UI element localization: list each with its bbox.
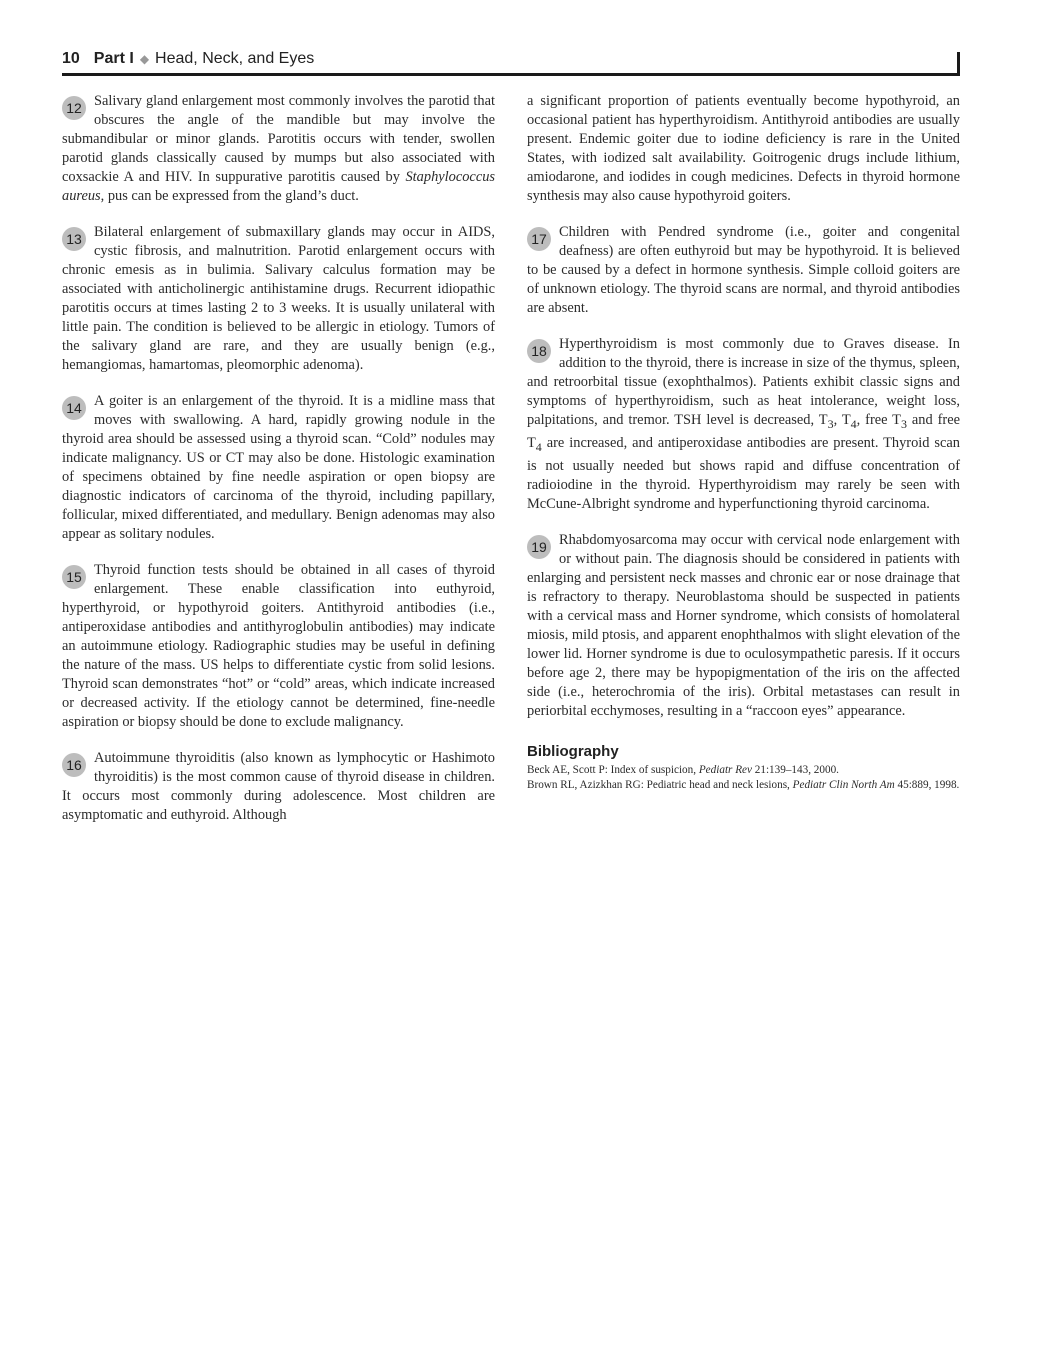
entry-number-badge: 14 <box>62 396 86 420</box>
header-rule <box>62 73 960 76</box>
entry-text: A goiter is an enlargement of the thyroid. It is a midline mass that moves with swallowing. A hard, rapidly growing nodule in the thyroid area should be assessed using a thyroid scan. “Cold” nodules may indicate malignancy. US or CT may also be done. Histologic examination of specimens obtained by fine needle aspiration or open biopsy are diagnostic indicators of carcinoma of the thyroid, including papillary, follicular, mixed differentiated, and medullary. Benign adenomas may also appear as solitary nodules. <box>62 393 495 542</box>
entry-number-badge: 15 <box>62 565 86 589</box>
entry-16-continuation <box>527 92 960 206</box>
journal-name: Pediatr Clin North Am <box>792 778 895 791</box>
entry-text: Children with Pendred syndrome (i.e., goiter and congenital deafness) are often euthyroid but may be hypothyroid. It is believed to be caused by a defect in hormone synthesis. Simple colloid goiters are of unknown etiology. The thyroid scans are normal, and thyroid antibodies are absent. <box>527 224 960 316</box>
bibliography-list <box>527 763 960 793</box>
entry-text: Hyperthyroidism is most commonly due to Graves disease. In addition to the thyroid, there is increase in size of the thymus, spleen, and retroorbital tissue (exophthalmos). Patients exhibit classic signs and symptoms of hyperthyroidism, such as heat intolerance, weight loss, palpitations, and tremor. TSH level is decreased, $T_3$, $T_4$, free $T_3$ and free $T_4$ are increased, and antiperoxidase antibodies are present. Thyroid scan is not usually needed but shows rapid and diffuse concentration of radioiodine in the thyroid. Hyperthyroidism may rarely be seen with McCune-Albright syndrome and hyperfunctioning thyroid carcinoma. <box>527 336 960 512</box>
entry-18 <box>527 335 960 514</box>
entry-15 <box>62 561 495 732</box>
bibliography-item: Brown RL, Azizkhan RG: Pediatric head and neck lesions, Pediatr Clin North Am 45:889, 1998. <box>527 778 960 791</box>
entry-12 <box>62 92 495 206</box>
running-header <box>62 48 960 74</box>
entry-number-badge: 18 <box>527 339 551 363</box>
diamond-icon: ◆ <box>139 52 150 66</box>
entry-text: Rhabdomyosarcoma may occur with cervical node enlargement with or without pain. The diagnosis should be considered in patients with enlarging and persistent neck masses and chronic ear or nose drainage that is refractory to therapy. Neuroblastoma should be suspected in patients with a cervical mass and Horner syndrome, which consists of homolateral miosis, mild ptosis, and apparent enophthalmos with slight elevation of the lower lid. Horner syndrome is due to oculosympathetic paresis. If it occurs before age 2, there may be hypopigmentation of the iris on the affected side (i.e., heterochromia of the iris). Orbital metastases can result in periorbital ecchymoses, resulting in a “raccoon eyes” appearance. <box>527 531 960 719</box>
entry-number-badge: 16 <box>62 753 86 777</box>
bibliography-item: Beck AE, Scott P: Index of suspicion, Pediatr Rev 21:139–143, 2000. <box>527 763 839 776</box>
entry-19 <box>527 531 960 721</box>
organism-name: Staphylococcus aureus <box>62 169 495 204</box>
bibliography-title: Bibliography <box>527 742 619 760</box>
chapter-title: Head, Neck, and Eyes <box>155 50 315 67</box>
entry-text: Salivary gland enlargement most commonly involves the parotid that obscures the angle of the mandible but may involve the submandibular or minor glands. Parotitis occurs with tender, swollen parotid glands classically caused by mumps but also associated with coxsackie A and HIV. In suppurative parotitis caused by Staphylococcus aureus, pus can be expressed from the gland’s duct. <box>62 93 495 204</box>
entry-13 <box>62 223 495 375</box>
entry-text: Autoimmune thyroiditis (also known as lymphocytic or Hashimoto thyroiditis) is the most common cause of thyroid disease in children. It occurs most commonly during adolescence. Most children are asymptomatic and euthyroid. Although <box>62 750 495 823</box>
left-column <box>62 92 495 842</box>
entry-17 <box>527 223 960 318</box>
entry-text: Thyroid function tests should be obtained in all cases of thyroid enlargement. These enable classification into euthyroid, hyperthyroid, or hypothyroid goiters. Antithyroid antibodies (i.e., antiperoxidase antibodies and antithyroglobulin antibodies) may indicate an autoimmune etiology. Radiographic studies may be useful in defining the nature of the mass. US helps to differentiate cystic from solid lesions. Thyroid scan demonstrates “hot” or “cold” areas, which indicate increased or decreased activity. If the etiology cannot be determined, fine-needle aspiration or biopsy should be done to exclude malignancy. <box>62 562 495 730</box>
entry-number-badge: 17 <box>527 227 551 251</box>
header-text <box>62 48 314 70</box>
entry-14 <box>62 392 495 544</box>
entry-text: a significant proportion of patients eventually become hypothyroid, an occasional patient has hyperthyroidism. Antithyroid antibodies are usually present. Endemic goiter due to iodine deficiency is rare in the United States, with iodized salt availability. Goitrogenic drugs include lithium, amiodarone, and iodides in cough medicines. Defects in thyroid hormone synthesis may also cause hypothyroid goiters. <box>527 93 960 204</box>
entry-16 <box>62 749 495 825</box>
page-number: 10 <box>62 50 80 67</box>
right-column <box>527 92 960 793</box>
entry-number-badge: 12 <box>62 96 86 120</box>
journal-name: Pediatr Rev <box>698 763 752 776</box>
header-rule-end <box>957 52 960 76</box>
entry-number-badge: 13 <box>62 227 86 251</box>
entry-text: Bilateral enlargement of submaxillary glands may occur in AIDS, cystic fibrosis, and malnutrition. Parotid enlargement occurs with chronic emesis as in bulimia. Salivary calculus formation may be associated with anticholinergic antihistamine drugs. Recurrent idiopathic parotitis occurs at times lasting 2 to 3 weeks. It is usually unilateral with little pain. The condition is believed to be allergic in etiology. Tumors of the salivary gland are rare, and they are usually benign (e.g., hemangiomas, hamartomas, pleomorphic adenoma). <box>62 224 495 373</box>
entry-number-badge: 19 <box>527 535 551 559</box>
part-label: Part I <box>93 50 134 67</box>
